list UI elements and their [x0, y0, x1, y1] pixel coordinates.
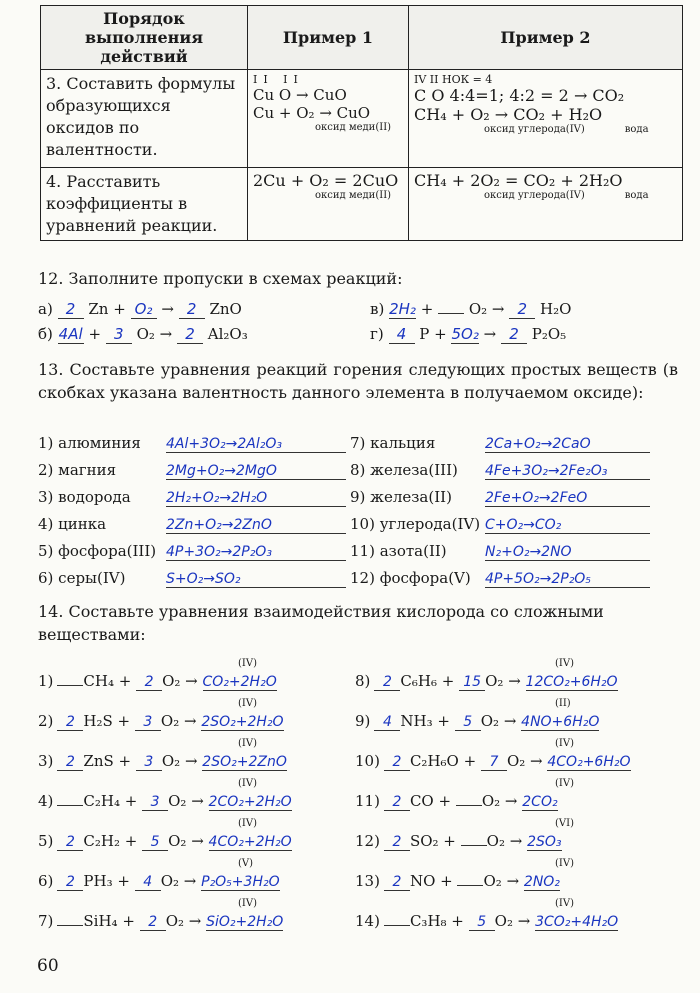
- scheme-part: H₂O: [540, 300, 572, 318]
- valence-label: (IV): [238, 658, 257, 669]
- coef-answer: 4Al: [58, 325, 83, 343]
- formula: O₂ →: [165, 912, 207, 930]
- coef-answer: 2: [136, 674, 162, 691]
- eq-number: 5): [38, 832, 54, 850]
- valence-label: (VI): [555, 818, 574, 829]
- coef-answer: 3: [106, 325, 132, 344]
- valence-label: (IV): [555, 858, 574, 869]
- equation-row: [350, 434, 650, 453]
- water-note: вода: [624, 190, 649, 201]
- coef-answer: 2: [384, 794, 410, 811]
- coef-answer: 2: [384, 834, 410, 851]
- coef-answer: 2: [501, 325, 527, 344]
- formula: NO +: [409, 872, 458, 890]
- equation-row: [350, 569, 650, 588]
- formula: C₂H₄ +: [83, 792, 143, 810]
- equation-row: [355, 898, 619, 931]
- coef-answer: 2: [179, 300, 205, 319]
- coef-answer: 5O₂: [451, 325, 479, 343]
- element-label: 2) магния: [38, 461, 117, 479]
- product-answer: 3CO₂+4H₂O: [535, 914, 619, 930]
- example-1-cell: [248, 70, 409, 168]
- product-answer: 2CO₂+2H₂O: [208, 794, 292, 810]
- formula: O₂ →: [481, 792, 523, 810]
- coef-answer: [57, 925, 83, 926]
- equation-row: [350, 515, 650, 534]
- scheme-v: [370, 300, 571, 319]
- equation-row: [38, 858, 280, 891]
- element-label: 6) серы(IV): [38, 569, 126, 587]
- coef-answer: [384, 925, 410, 926]
- element-label: 5) фосфора(III): [38, 542, 157, 560]
- coef-answer: 4: [135, 874, 161, 891]
- product-answer: 2NO₂: [523, 874, 560, 890]
- product-answer: 4CO₂+6H₂O: [547, 754, 631, 770]
- equation-answer: 2Zn+O₂→2ZnO: [166, 517, 346, 534]
- valence-label: (IV): [555, 778, 574, 789]
- coef-answer: O₂: [131, 300, 157, 319]
- coef-answer: 2: [509, 300, 535, 319]
- product-answer: 2SO₂+2ZnO: [202, 754, 287, 770]
- equation-answer: S+O₂→SO₂: [166, 571, 346, 588]
- equation-row: [38, 461, 346, 480]
- formula-line: CH₄ + O₂ → CO₂ + H₂O: [414, 105, 603, 124]
- oxide-note: оксид углерода(IV): [484, 190, 585, 201]
- element-label: 9) железа(II): [350, 488, 452, 506]
- formula: C₂H₂ +: [83, 832, 143, 850]
- coef-answer: 2: [57, 714, 83, 731]
- product-answer: 12CO₂+6H₂O: [525, 674, 618, 690]
- equation-answer: 2Ca+O₂→2CaO: [485, 436, 650, 453]
- formula-line: 2Cu + O₂ = 2CuO: [253, 171, 399, 190]
- equation-row: [355, 778, 574, 811]
- eq-number: 8): [355, 672, 371, 690]
- formula: C₆H₆ +: [400, 672, 460, 690]
- coef-answer: 2: [58, 300, 84, 319]
- formula: O₂ →: [483, 872, 524, 890]
- example-2-cell: [409, 70, 683, 168]
- formula: SO₂ +: [409, 832, 461, 850]
- product-answer: 2SO₂+2H₂O: [201, 714, 284, 730]
- valence-label: (IV): [238, 738, 257, 749]
- element-label: 4) цинка: [38, 515, 107, 533]
- equation-row: [350, 542, 650, 561]
- coef-answer: 5: [142, 834, 168, 851]
- valence-label: (IV): [555, 898, 574, 909]
- example-2-cell: [409, 168, 683, 241]
- valence-label: (IV): [238, 698, 257, 709]
- equation-row: [38, 434, 346, 453]
- coef-answer: 3: [136, 754, 162, 771]
- eq-number: 6): [38, 872, 54, 890]
- scheme-part: ZnO: [209, 300, 242, 318]
- table-header-row: [41, 6, 683, 70]
- coef-answer: [57, 805, 83, 806]
- formula: SiH₄ +: [83, 912, 140, 930]
- product-answer: SiO₂+2H₂O: [206, 914, 284, 930]
- coef-answer: [461, 845, 487, 846]
- equation-answer: C+O₂→CO₂: [485, 517, 650, 534]
- formula: O₂ →: [480, 712, 522, 730]
- formula: O₂ →: [506, 752, 548, 770]
- scheme-part: +: [88, 325, 106, 343]
- formula: O₂ →: [486, 832, 528, 850]
- valence-label: (II): [555, 698, 571, 709]
- equation-row: [38, 898, 284, 931]
- equation-row: [38, 488, 346, 507]
- product-answer: P₂O₅+3H₂O: [201, 874, 280, 890]
- eq-number: 13): [355, 872, 380, 890]
- equation-answer: 4Fe+3O₂→2Fe₂O₃: [485, 463, 650, 480]
- equation-answer: 4P+3O₂→2P₂O₃: [166, 544, 346, 561]
- valence-label: (IV): [555, 658, 574, 669]
- scheme-part: Al₂O₃: [207, 325, 248, 343]
- scheme-a: [38, 300, 242, 319]
- formula-line: Cu + O₂ → CuO: [253, 104, 371, 122]
- coef-answer: [57, 685, 83, 686]
- valence-label: (IV): [238, 778, 257, 789]
- coef-answer: 5: [455, 714, 481, 731]
- page-number: 60: [37, 956, 59, 976]
- valence-label: (IV): [238, 818, 257, 829]
- formula: C₂H₆O +: [409, 752, 481, 770]
- scheme-b: [38, 325, 248, 344]
- coef-answer: 2: [57, 754, 83, 771]
- scheme-part: →: [161, 300, 179, 318]
- product-answer: 4NO+6H₂O: [521, 714, 600, 730]
- header-example-1: Пример 1: [248, 6, 409, 70]
- coef-answer: 2: [57, 874, 83, 891]
- formula-line: CH₄ + 2O₂ = CO₂ + 2H₂O: [414, 171, 623, 190]
- eq-number: 2): [38, 712, 54, 730]
- element-label: 1) алюминия: [38, 434, 141, 452]
- equation-row: [38, 698, 284, 731]
- formula: O₂ →: [168, 832, 209, 850]
- formula: O₂ →: [160, 872, 202, 890]
- formula: O₂ →: [494, 912, 536, 930]
- coef-answer: [438, 313, 464, 314]
- task13-title: 13. Составьте уравнения реакций горения следующих простых веществ (в скобках указана валентность данного элемента в получаемом оксиде):: [38, 360, 678, 402]
- formula: O₂ →: [168, 792, 209, 810]
- oxide-note: оксид меди(II): [314, 190, 392, 201]
- scheme-part: Zn +: [88, 300, 131, 318]
- formula: O₂ →: [162, 672, 203, 690]
- equation-row: [355, 738, 631, 771]
- formula: CO +: [409, 792, 456, 810]
- coef-answer: 2: [374, 674, 400, 691]
- valence-label: IV II НОК = 4: [414, 73, 493, 86]
- table-row: [41, 168, 683, 241]
- equation-answer: 2H₂+O₂→2H₂O: [166, 490, 346, 507]
- scheme-label: а): [38, 300, 53, 318]
- example-1-cell: [248, 168, 409, 241]
- coef-answer: 2: [140, 914, 166, 931]
- formula: CH₄ +: [83, 672, 137, 690]
- table-row: [41, 70, 683, 168]
- scheme-part: P +: [419, 325, 452, 343]
- element-label: 8) железа(III): [350, 461, 458, 479]
- coef-answer: 2H₂: [389, 300, 416, 318]
- eq-number: 3): [38, 752, 54, 770]
- equation-row: [355, 658, 618, 691]
- equation-row: [350, 461, 650, 480]
- formula: O₂ →: [161, 752, 203, 770]
- equation-row: [38, 658, 277, 691]
- equation-row: [38, 738, 287, 771]
- coef-answer: 5: [469, 914, 495, 931]
- oxide-note: оксид углерода(IV): [484, 124, 585, 135]
- equation-row: [38, 569, 346, 588]
- formula-line: C O 4:4=1; 4:2 = 2 → CO₂: [414, 86, 625, 105]
- scheme-part: O₂ →: [468, 300, 510, 318]
- element-label: 12) фосфора(V): [350, 569, 471, 587]
- algorithm-table: [40, 5, 683, 241]
- coef-answer: 15: [459, 674, 485, 691]
- eq-number: 4): [38, 792, 54, 810]
- product-answer: CO₂+2H₂O: [202, 674, 277, 690]
- eq-number: 1): [38, 672, 54, 690]
- formula: C₃H₈ +: [409, 912, 469, 930]
- coef-answer: 4: [374, 714, 400, 731]
- equation-answer: 4P+5O₂→2P₂O₅: [485, 571, 650, 588]
- eq-number: 9): [355, 712, 371, 730]
- coef-answer: 2: [384, 874, 410, 891]
- header-steps: Порядок выполнения действий: [41, 6, 248, 70]
- formula: PH₃ +: [83, 872, 135, 890]
- equation-row: [350, 488, 650, 507]
- equation-answer: N₂+O₂→2NO: [485, 544, 650, 561]
- eq-number: 11): [355, 792, 380, 810]
- step-text: 4. Расставить коэффициенты в уравнений реакции.: [41, 168, 248, 241]
- scheme-part: →: [483, 325, 501, 343]
- equation-answer: 2Fe+O₂→2FeO: [485, 490, 650, 507]
- element-label: 7) кальция: [350, 434, 436, 452]
- formula: O₂ →: [160, 712, 202, 730]
- coef-answer: 3: [135, 714, 161, 731]
- scheme-label: в): [370, 300, 385, 318]
- scheme-part: O₂ →: [136, 325, 177, 343]
- coef-answer: 4: [389, 325, 415, 344]
- scheme-part: P₂O₅: [531, 325, 567, 343]
- valence-label: II II: [253, 73, 304, 86]
- water-note: вода: [624, 124, 649, 135]
- formula: ZnS +: [83, 752, 136, 770]
- equation-answer: 4Al+3O₂→2Al₂O₃: [166, 436, 346, 453]
- eq-number: 10): [355, 752, 380, 770]
- formula: H₂S +: [83, 712, 135, 730]
- coef-answer: [457, 885, 483, 886]
- equation-answer: 2Mg+O₂→2MgO: [166, 463, 346, 480]
- equation-row: [355, 818, 574, 851]
- oxide-note: оксид меди(II): [314, 122, 392, 133]
- equation-row: [38, 515, 346, 534]
- coef-answer: 2: [384, 754, 410, 771]
- step-text: 3. Составить формулы образующихся оксидов по валентности.: [41, 70, 248, 168]
- scheme-label: г): [370, 325, 384, 343]
- eq-number: 7): [38, 912, 54, 930]
- coef-answer: [456, 805, 482, 806]
- scheme-label: б): [38, 325, 53, 343]
- formula-line: Cu O → CuO: [253, 86, 347, 104]
- element-label: 11) азота(II): [350, 542, 447, 560]
- eq-number: 14): [355, 912, 380, 930]
- formula: O₂ →: [485, 672, 526, 690]
- element-label: 3) водорода: [38, 488, 131, 506]
- equation-row: [38, 542, 346, 561]
- scheme-part: +: [420, 300, 439, 318]
- coef-answer: 7: [481, 754, 507, 771]
- formula: NH₃ +: [400, 712, 455, 730]
- valence-label: (V): [238, 858, 254, 869]
- element-label: 10) углерода(IV): [350, 515, 481, 533]
- task14-title: 14. Составьте уравнения взаимодействия кислорода со сложными веществами:: [38, 602, 604, 644]
- equation-row: [355, 858, 574, 891]
- valence-label: (IV): [555, 738, 574, 749]
- header-example-2: Пример 2: [409, 6, 683, 70]
- coef-answer: 3: [142, 794, 168, 811]
- scheme-g: [370, 325, 566, 344]
- task12-title: 12. Заполните пропуски в схемах реакций:: [38, 269, 403, 288]
- equation-row: [38, 778, 292, 811]
- eq-number: 12): [355, 832, 380, 850]
- equation-row: [355, 698, 600, 731]
- valence-label: (IV): [238, 898, 257, 909]
- product-answer: 4CO₂+2H₂O: [208, 834, 292, 850]
- coef-answer: 2: [177, 325, 203, 344]
- product-answer: 2CO₂: [522, 794, 558, 810]
- coef-answer: 2: [57, 834, 83, 851]
- equation-row: [38, 818, 292, 851]
- product-answer: 2SO₃: [527, 834, 562, 850]
